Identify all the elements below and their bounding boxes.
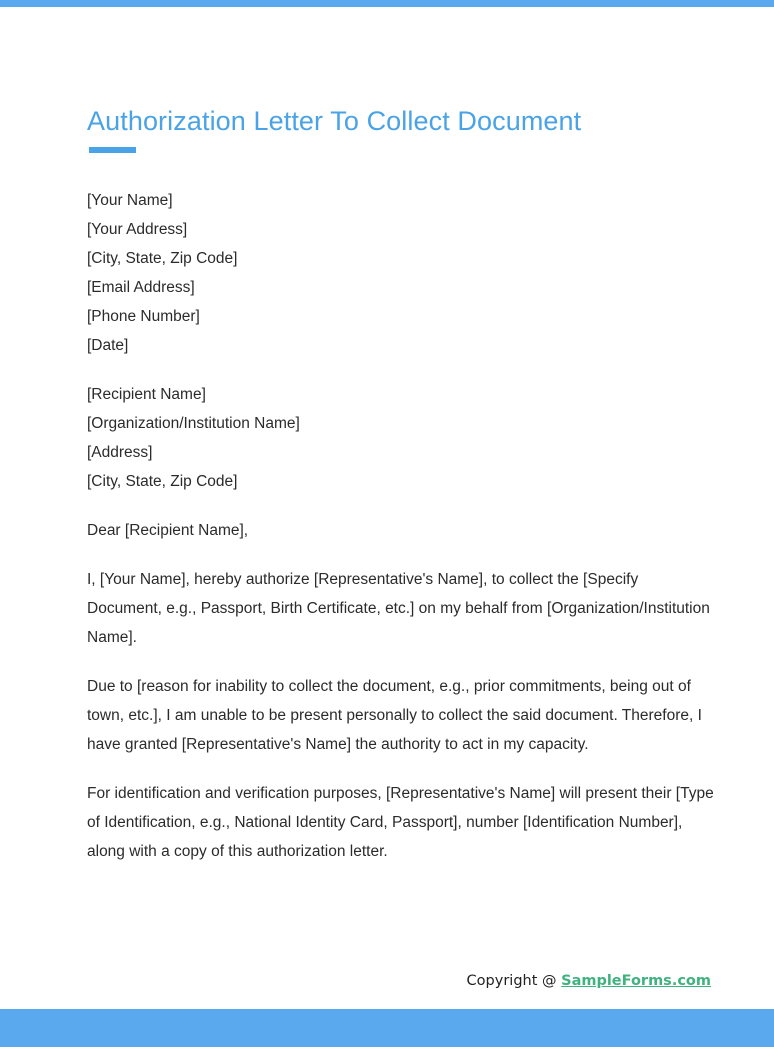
letter-body [87,186,717,866]
copyright-text: Copyright @ [466,973,562,989]
page-title: Authorization Letter To Collect Document [87,106,582,136]
copyright-footer [467,973,711,989]
sender-phone: [Phone Number] [87,308,200,325]
recipient-organization: [Organization/Institution Name] [87,415,300,432]
paragraph-identification: For identification and verification purposes, [Representative's Name] will present their [Type of Identification, e.g., National Identity Card, Passport], number [Identification Number], along with a copy of this authorization letter. [87,785,714,860]
sender-city: [City, State, Zip Code] [87,250,238,267]
top-accent-bar [0,0,774,7]
sender-block [87,186,717,360]
paragraph-authorization: I, [Your Name], hereby authorize [Representative's Name], to collect the [Specify Document, e.g., Passport, Birth Certificate, etc.] on my behalf from [Organization/Institution Name]. [87,571,710,646]
recipient-address: [Address] [87,444,153,461]
paragraph-reason: Due to [reason for inability to collect the document, e.g., prior commitments, being out of town, etc.], I am unable to be present personally to collect the said document. Therefore, I have granted [Representative's Name] the authority to act in my capacity. [87,678,702,753]
recipient-name: [Recipient Name] [87,386,206,403]
bottom-accent-bar [0,1009,774,1047]
recipient-block [87,380,717,496]
sender-name: [Your Name] [87,192,173,209]
recipient-city: [City, State, Zip Code] [87,473,238,490]
letter-date: [Date] [87,337,129,354]
sender-email: [Email Address] [87,279,195,296]
title-underline [89,147,136,153]
salutation: Dear [Recipient Name], [87,522,249,539]
sender-address: [Your Address] [87,221,188,238]
brand-link[interactable]: SampleForms.com [561,973,711,989]
